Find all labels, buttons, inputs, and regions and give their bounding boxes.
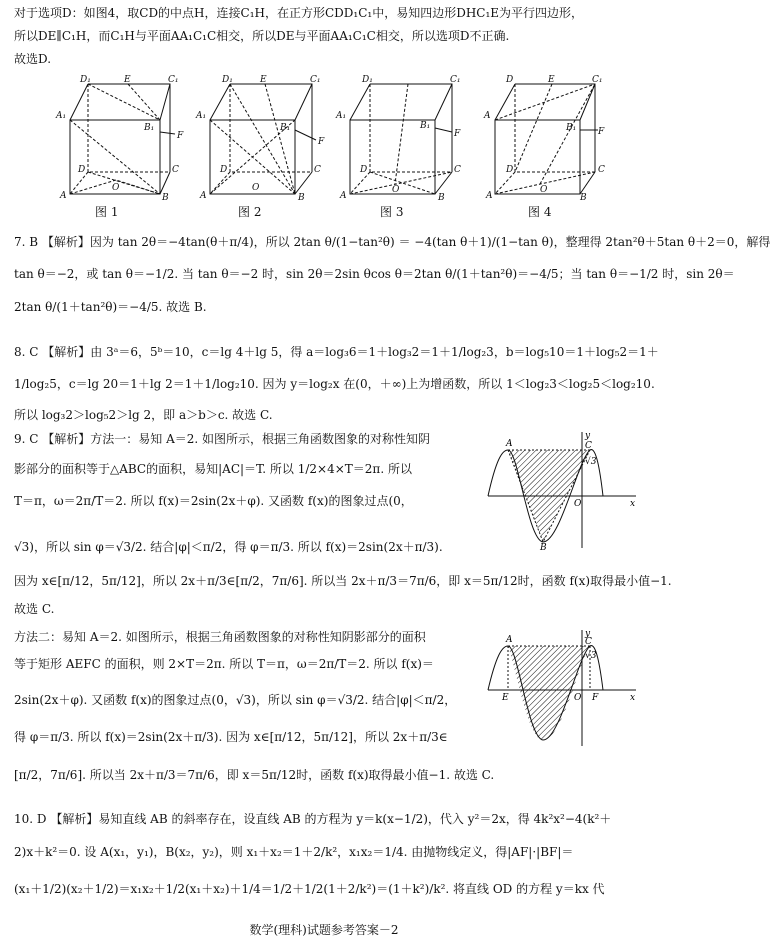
svg-text:A: A — [200, 191, 207, 201]
svg-text:C₁: C₁ — [168, 75, 179, 85]
svg-text:A₁: A₁ — [56, 111, 67, 121]
svg-text:F: F — [454, 129, 461, 139]
q7-line: tan θ＝−2，或 tan θ＝−1/2. 当 tan θ＝−2 时，sin 2θ＝2sin θcos θ＝2tan θ/(1＋tan²θ)＝−4/5；当 tan θ＝−1/2 时，sin 2θ＝ — [14, 267, 735, 281]
svg-text:F: F — [592, 693, 599, 703]
cube-figures — [40, 72, 630, 202]
svg-text:B₁: B₁ — [420, 121, 431, 131]
q8-line: 1/log₂5，c＝lg 20＝1＋lg 2＝1＋1/log₂10. 因为 y＝log₂x 在(0，＋∞)上为增函数，所以 1＜log₂3＜log₂5＜log₂10. — [14, 377, 655, 391]
svg-text:A: A — [506, 635, 513, 645]
svg-text:C₁: C₁ — [310, 75, 321, 85]
figure-caption-3: 图 3 — [380, 205, 404, 219]
svg-text:O: O — [392, 185, 400, 195]
q9-line: [π/2，7π/6]. 所以当 2x＋π/3＝7π/6，即 x＝5π/12时，函数 f(x)取得最小值−1. 故选 C. — [14, 768, 495, 782]
q9-line: 故选 C. — [14, 602, 55, 616]
svg-text:D₁: D₁ — [362, 75, 373, 85]
q9-line: 影部分的面积等于△ABC的面积，易知|AC|＝T. 所以 1/2×4×T＝2π. 所以 — [14, 462, 412, 476]
sine-graph-2 — [488, 628, 638, 748]
svg-text:D: D — [360, 165, 368, 175]
svg-text:B: B — [162, 193, 169, 203]
q9-line: 因为 x∈[π/12，5π/12]，所以 2x＋π/3∈[π/2，7π/6]. 所以当 2x＋π/3＝7π/6，即 x＝5π/12时，函数 f(x)取得最小值−1. — [14, 574, 672, 588]
q10-line: (x₁＋1/2)(x₂＋1/2)＝x₁x₂＋1/2(x₁＋x₂)＋1/4＝1/2＋1/2(1＋2/k²)＝(1＋k²)/k². 将直线 OD 的方程 y＝kx 代 — [14, 882, 605, 896]
cube-figure-3 — [350, 84, 452, 194]
svg-text:D₁: D₁ — [80, 75, 91, 85]
svg-text:F: F — [177, 131, 184, 141]
svg-text:A: A — [340, 191, 347, 201]
svg-text:F: F — [598, 127, 605, 137]
svg-text:D: D — [78, 165, 86, 175]
svg-text:A: A — [60, 191, 67, 201]
svg-text:B: B — [438, 193, 445, 203]
q9-line: √3)，所以 sin φ＝√3/2. 结合|φ|＜π/2，得 φ＝π/3. 所以 f(x)＝2sin(2x＋π/3). — [14, 540, 443, 554]
svg-text:C: C — [585, 637, 592, 647]
svg-text:y: y — [585, 431, 591, 441]
cube-figure-4 — [495, 84, 598, 194]
svg-text:A₁: A₁ — [336, 111, 347, 121]
q8-line: 所以 log₃2＞log₅2＞lg 2，即 a＞b＞c. 故选 C. — [14, 408, 273, 422]
svg-text:B₁: B₁ — [144, 123, 155, 133]
cube-figure-1 — [70, 84, 175, 194]
svg-text:O: O — [252, 183, 260, 193]
figure-caption-2: 图 2 — [238, 205, 262, 219]
q7-line: 2tan θ/(1＋tan²θ)＝−4/5. 故选 B. — [14, 300, 207, 314]
svg-text:O: O — [540, 185, 548, 195]
svg-text:C₁: C₁ — [592, 75, 603, 85]
svg-text:D₁: D₁ — [222, 75, 233, 85]
svg-text:C: C — [454, 165, 461, 175]
svg-text:O: O — [574, 499, 582, 509]
q9-line: 2sin(2x＋φ). 又函数 f(x)的图象过点(0，√3)，所以 sin φ＝√3/2. 结合|φ|＜π/2， — [14, 693, 457, 707]
svg-text:E: E — [548, 75, 555, 85]
svg-text:A: A — [484, 111, 491, 121]
svg-text:B₁: B₁ — [280, 123, 291, 133]
q10-line: 10. D 【解析】易知直线 AB 的斜率存在，设直线 AB 的方程为 y＝k(x−1/2)，代入 y²＝2x，得 4k²x²−4(k²＋ — [14, 812, 612, 826]
svg-text:C: C — [172, 165, 179, 175]
page-footer: 数学(理科)试题参考答案－2 — [249, 923, 399, 937]
svg-text:O: O — [112, 183, 120, 193]
svg-text:x: x — [630, 693, 636, 703]
q9-line: T＝π，ω＝2π/T＝2. 所以 f(x)＝2sin(2x＋φ). 又函数 f(x)的图象过点(0， — [14, 494, 413, 508]
svg-text:√3: √3 — [585, 457, 597, 467]
svg-text:A: A — [506, 439, 513, 449]
q10-line: 2)x＋k²＝0. 设 A(x₁，y₁)，B(x₂，y₂)，则 x₁＋x₂＝1＋2/k²，x₁x₂＝1/4. 由抛物线定义，得|AF|·|BF|＝ — [14, 845, 574, 859]
svg-text:A: A — [486, 191, 493, 201]
svg-text:E: E — [124, 75, 131, 85]
svg-text:√3: √3 — [585, 651, 597, 661]
svg-text:D: D — [506, 165, 514, 175]
svg-text:y: y — [585, 629, 591, 639]
q9-line: 方法二：易知 A＝2. 如图所示，根据三角函数图象的对称性知阴影部分的面积 — [14, 630, 426, 644]
svg-text:B: B — [540, 543, 547, 553]
text-line: 对于选项D：如图4，取CD的中点H，连接C₁H，在正方形CDD₁C₁中，易知四边形DHC₁E为平行四边形， — [14, 6, 584, 20]
svg-text:C: C — [314, 165, 321, 175]
svg-text:D: D — [220, 165, 228, 175]
q9-line: 9. C 【解析】方法一：易知 A＝2. 如图所示，根据三角函数图象的对称性知阴 — [14, 432, 431, 446]
svg-text:O: O — [574, 693, 582, 703]
svg-text:C₁: C₁ — [450, 75, 461, 85]
text-line: 故选D. — [14, 52, 52, 66]
svg-text:B: B — [298, 193, 305, 203]
q7-line: 7. B 【解析】因为 tan 2θ＝−4tan(θ＋π/4)，所以 2tan θ/(1−tan²θ) ＝ −4(tan θ＋1)/(1−tan θ)，整理得 2tan²θ＋5tan θ＋2＝0，解得 — [14, 235, 770, 249]
q9-line: 等于矩形 AEFC 的面积，则 2×T＝2π. 所以 T＝π，ω＝2π/T＝2. 所以 f(x)＝ — [14, 657, 434, 671]
sine-graph-1 — [488, 430, 638, 553]
svg-text:C: C — [585, 441, 592, 451]
svg-text:F: F — [318, 137, 325, 147]
q8-line: 8. C 【解析】由 3ᵃ＝6，5ᵇ＝10，c＝lg 4＋lg 5，得 a＝log₃6＝1＋log₃2＝1＋1/log₂3，b＝log₅10＝1＋log₅2＝1＋ — [14, 345, 659, 359]
cube-figure-2 — [210, 84, 316, 194]
svg-text:E: E — [260, 75, 267, 85]
figure-caption-4: 图 4 — [528, 205, 552, 219]
svg-text:B₁: B₁ — [566, 123, 577, 133]
q9-line: 得 φ＝π/3. 所以 f(x)＝2sin(2x＋π/3). 因为 x∈[π/12，5π/12]，所以 2x＋π/3∈ — [14, 730, 448, 744]
svg-text:A₁: A₁ — [196, 111, 207, 121]
svg-text:x: x — [630, 499, 636, 509]
figure-caption-1: 图 1 — [95, 205, 119, 219]
text-line: 所以DE∥C₁H，而C₁H与平面AA₁C₁C相交，所以DE与平面AA₁C₁C相交，所以选项D不正确. — [14, 29, 510, 43]
svg-text:B: B — [580, 193, 587, 203]
svg-text:C: C — [598, 165, 605, 175]
svg-text:D: D — [506, 75, 514, 85]
svg-text:E: E — [502, 693, 509, 703]
